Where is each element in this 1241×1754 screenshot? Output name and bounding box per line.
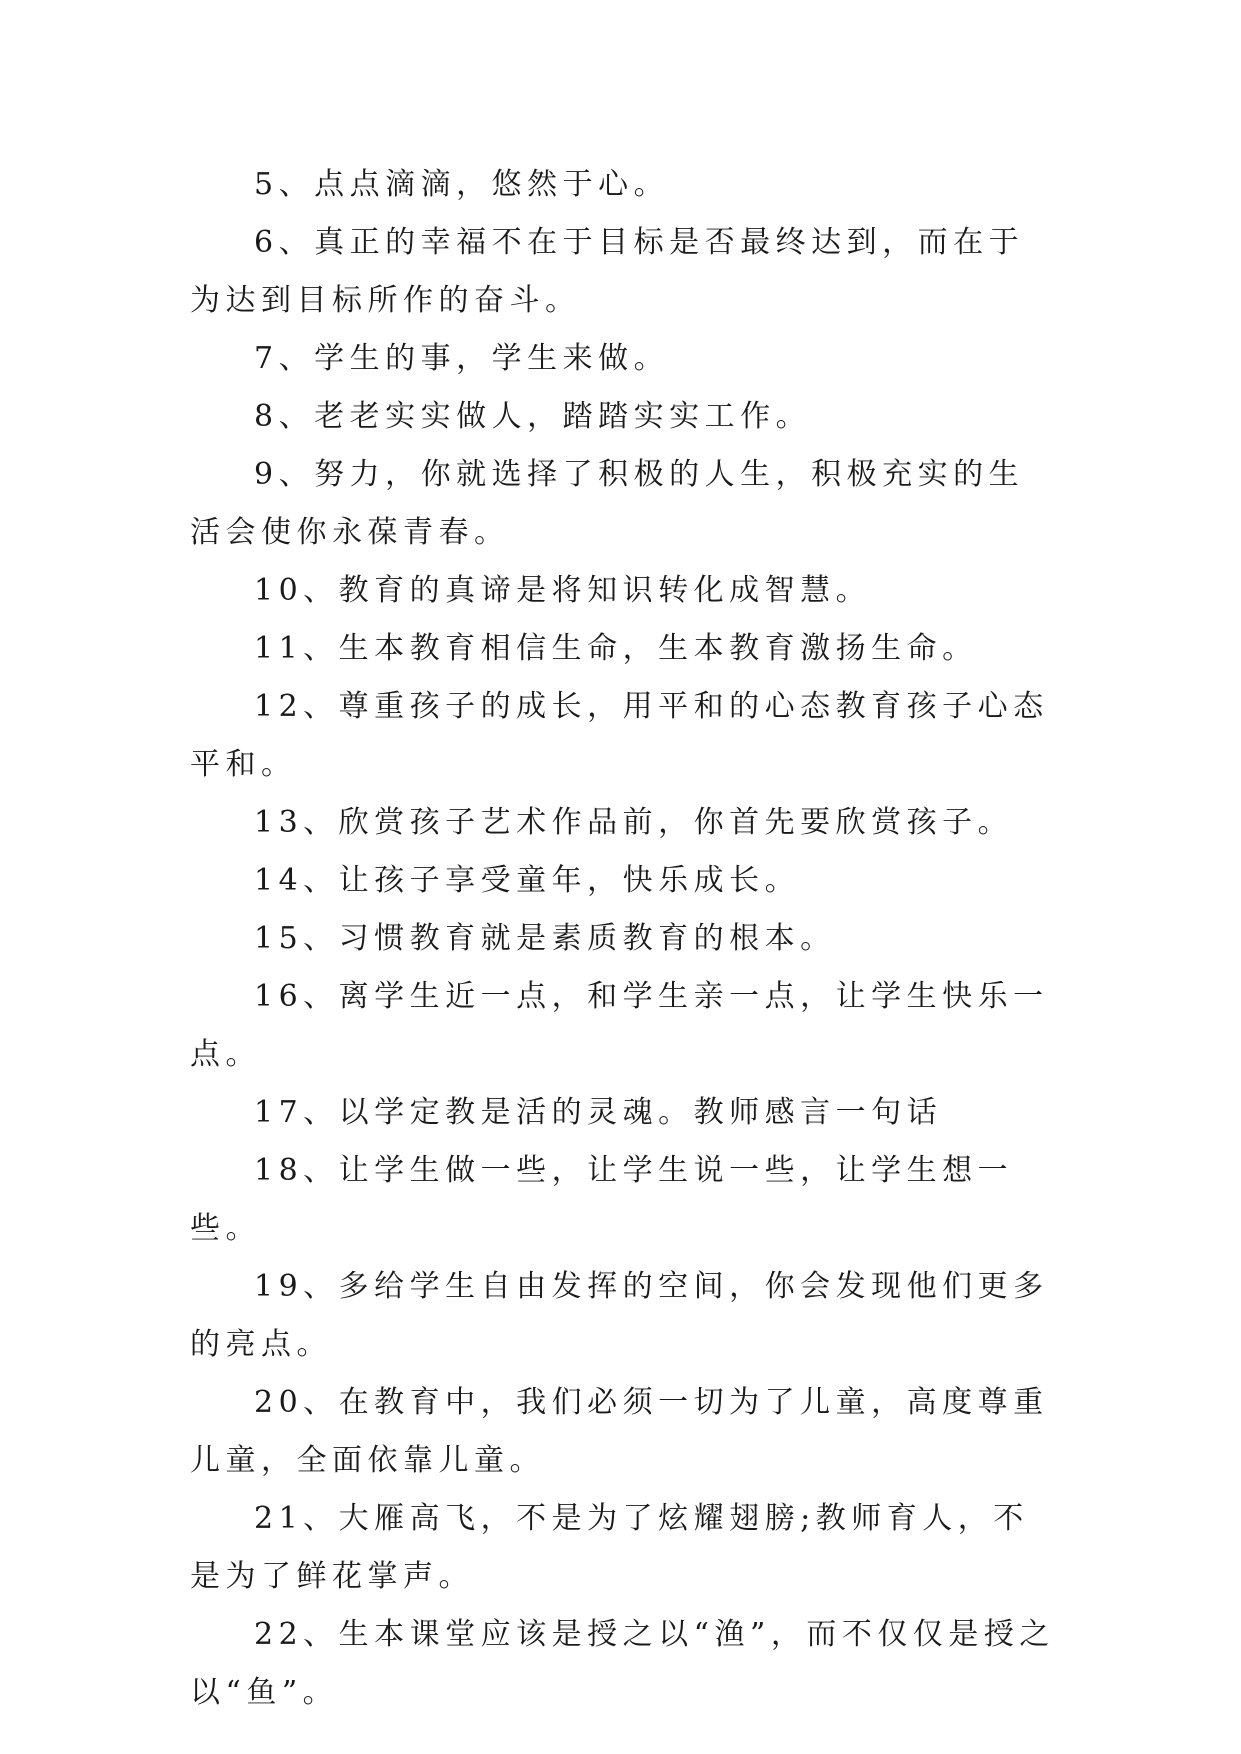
paragraph: 20、在教育中，我们必须一切为了儿童，高度尊重儿童，全面依靠儿童。 (190, 1385, 1049, 1478)
document-body (190, 156, 1056, 1722)
paragraph: 9、努力，你就选择了积极的人生，积极充实的生活会使你永葆青春。 (190, 457, 1025, 550)
paragraph: 11、生本教育相信生命，生本教育激扬生命。 (254, 631, 978, 666)
paragraph: 7、学生的事，学生来做。 (254, 341, 670, 376)
paragraph: 5、点点滴滴，悠然于心。 (254, 167, 670, 202)
paragraph: 14、让孩子享受童年，快乐成长。 (254, 863, 801, 898)
paragraph: 18、让学生做一些，让学生说一些，让学生想一些。 (190, 1153, 1014, 1246)
paragraph: 12、尊重孩子的成长，用平和的心态教育孩子心态平和。 (190, 689, 1049, 782)
paragraph: 19、多给学生自由发挥的空间，你会发现他们更多的亮点。 (190, 1269, 1049, 1362)
paragraph: 15、习惯教育就是素质教育的根本。 (254, 921, 836, 956)
paragraph: 17、以学定教是活的灵魂。教师感言一句话 (254, 1095, 943, 1130)
paragraph: 22、生本课堂应该是授之以“渔”，而不仅仅是授之以“鱼”。 (190, 1617, 1055, 1710)
paragraph: 16、离学生近一点，和学生亲一点，让学生快乐一点。 (190, 979, 1049, 1072)
paragraph: 6、真正的幸福不在于目标是否最终达到，而在于为达到目标所作的奋斗。 (190, 225, 1025, 318)
paragraph: 21、大雁高飞，不是为了炫耀翅膀;教师育人，不是为了鲜花掌声。 (190, 1501, 1029, 1594)
paragraph: 8、老老实实做人，踏踏实实工作。 (254, 399, 812, 434)
paragraph: 10、教育的真谛是将知识转化成智慧。 (254, 573, 872, 608)
paragraph: 13、欣赏孩子艺术作品前，你首先要欣赏孩子。 (254, 805, 1014, 840)
